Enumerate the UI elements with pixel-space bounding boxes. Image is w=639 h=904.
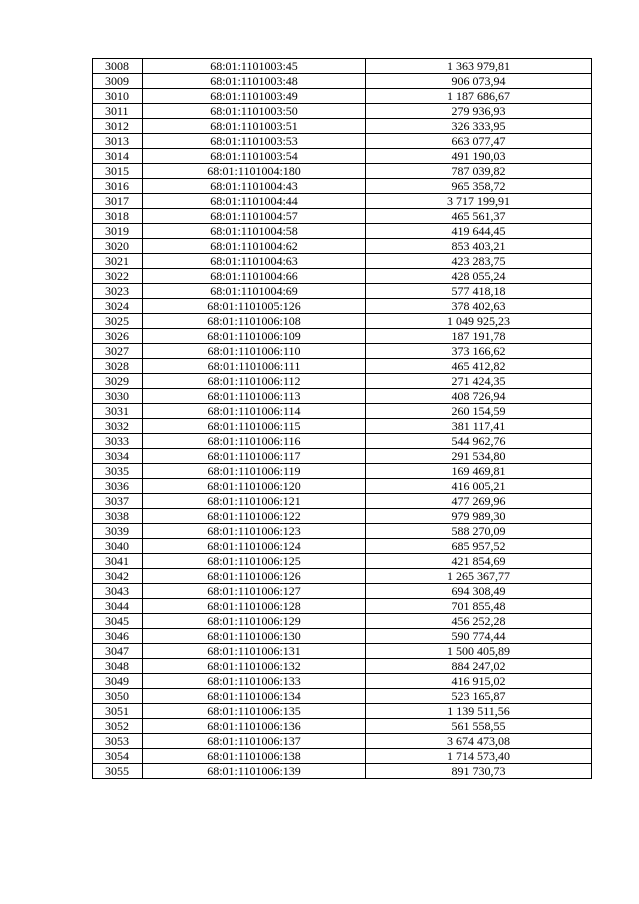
row-number-cell: 3017 (93, 194, 143, 209)
cadastral-number-cell: 68:01:1101006:134 (143, 689, 366, 704)
cadastral-value-cell: 1 139 511,56 (366, 704, 592, 719)
table-row (93, 464, 592, 479)
cadastral-number-cell: 68:01:1101006:112 (143, 374, 366, 389)
row-number-cell: 3044 (93, 599, 143, 614)
cadastral-number-cell: 68:01:1101006:137 (143, 734, 366, 749)
table-row (93, 239, 592, 254)
cadastral-number-cell: 68:01:1101006:119 (143, 464, 366, 479)
cadastral-value-cell: 465 412,82 (366, 359, 592, 374)
table-row (93, 374, 592, 389)
table-row (93, 209, 592, 224)
row-number-cell: 3022 (93, 269, 143, 284)
cadastral-value-cell: 423 283,75 (366, 254, 592, 269)
table-row (93, 479, 592, 494)
cadastral-number-cell: 68:01:1101004:180 (143, 164, 366, 179)
table-row (93, 359, 592, 374)
row-number-cell: 3050 (93, 689, 143, 704)
cadastral-number-cell: 68:01:1101004:63 (143, 254, 366, 269)
row-number-cell: 3021 (93, 254, 143, 269)
table-row (93, 134, 592, 149)
table-row (93, 719, 592, 734)
cadastral-number-cell: 68:01:1101004:66 (143, 269, 366, 284)
cadastral-number-cell: 68:01:1101006:135 (143, 704, 366, 719)
cadastral-number-cell: 68:01:1101003:48 (143, 74, 366, 89)
cadastral-value-cell: 965 358,72 (366, 179, 592, 194)
cadastral-value-cell: 663 077,47 (366, 134, 592, 149)
cadastral-number-cell: 68:01:1101006:120 (143, 479, 366, 494)
cadastral-number-cell: 68:01:1101004:69 (143, 284, 366, 299)
row-number-cell: 3052 (93, 719, 143, 734)
cadastral-value-cell: 787 039,82 (366, 164, 592, 179)
cadastral-value-cell: 544 962,76 (366, 434, 592, 449)
table-row (93, 584, 592, 599)
table-body (93, 59, 592, 779)
cadastral-value-cell: 1 265 367,77 (366, 569, 592, 584)
cadastral-number-cell: 68:01:1101006:114 (143, 404, 366, 419)
cadastral-number-cell: 68:01:1101006:110 (143, 344, 366, 359)
table-row (93, 149, 592, 164)
cadastral-value-cell: 588 270,09 (366, 524, 592, 539)
cadastral-value-cell: 378 402,63 (366, 299, 592, 314)
cadastral-value-cell: 373 166,62 (366, 344, 592, 359)
cadastral-number-cell: 68:01:1101004:62 (143, 239, 366, 254)
row-number-cell: 3048 (93, 659, 143, 674)
row-number-cell: 3019 (93, 224, 143, 239)
table-row (93, 419, 592, 434)
table-row (93, 749, 592, 764)
cadastral-number-cell: 68:01:1101005:126 (143, 299, 366, 314)
cadastral-number-cell: 68:01:1101006:121 (143, 494, 366, 509)
table-row (93, 524, 592, 539)
row-number-cell: 3040 (93, 539, 143, 554)
cadastral-number-cell: 68:01:1101006:108 (143, 314, 366, 329)
cadastral-number-cell: 68:01:1101006:131 (143, 644, 366, 659)
table-row (93, 614, 592, 629)
cadastral-number-cell: 68:01:1101006:127 (143, 584, 366, 599)
row-number-cell: 3023 (93, 284, 143, 299)
cadastral-number-cell: 68:01:1101006:113 (143, 389, 366, 404)
cadastral-number-cell: 68:01:1101006:109 (143, 329, 366, 344)
cadastral-number-cell: 68:01:1101006:130 (143, 629, 366, 644)
table-row (93, 104, 592, 119)
row-number-cell: 3033 (93, 434, 143, 449)
table-row (93, 434, 592, 449)
row-number-cell: 3030 (93, 389, 143, 404)
row-number-cell: 3039 (93, 524, 143, 539)
cadastral-number-cell: 68:01:1101004:44 (143, 194, 366, 209)
cadastral-value-cell: 884 247,02 (366, 659, 592, 674)
cadastral-number-cell: 68:01:1101006:117 (143, 449, 366, 464)
cadastral-value-cell: 416 005,21 (366, 479, 592, 494)
table-row (93, 674, 592, 689)
table-row (93, 689, 592, 704)
row-number-cell: 3037 (93, 494, 143, 509)
row-number-cell: 3031 (93, 404, 143, 419)
table-row (93, 449, 592, 464)
table-row (93, 164, 592, 179)
cadastral-value-cell: 465 561,37 (366, 209, 592, 224)
row-number-cell: 3029 (93, 374, 143, 389)
cadastral-number-cell: 68:01:1101004:57 (143, 209, 366, 224)
cadastral-number-cell: 68:01:1101003:54 (143, 149, 366, 164)
row-number-cell: 3042 (93, 569, 143, 584)
row-number-cell: 3032 (93, 419, 143, 434)
row-number-cell: 3053 (93, 734, 143, 749)
table-row (93, 344, 592, 359)
table-row (93, 179, 592, 194)
cadastral-number-cell: 68:01:1101003:50 (143, 104, 366, 119)
row-number-cell: 3014 (93, 149, 143, 164)
row-number-cell: 3025 (93, 314, 143, 329)
cadastral-value-cell: 260 154,59 (366, 404, 592, 419)
row-number-cell: 3016 (93, 179, 143, 194)
cadastral-number-cell: 68:01:1101006:116 (143, 434, 366, 449)
table-row (93, 224, 592, 239)
row-number-cell: 3013 (93, 134, 143, 149)
row-number-cell: 3049 (93, 674, 143, 689)
table-row (93, 569, 592, 584)
row-number-cell: 3011 (93, 104, 143, 119)
cadastral-value-cell: 979 989,30 (366, 509, 592, 524)
cadastral-value-cell: 1 187 686,67 (366, 89, 592, 104)
cadastral-value-cell: 561 558,55 (366, 719, 592, 734)
cadastral-value-cell: 590 774,44 (366, 629, 592, 644)
row-number-cell: 3027 (93, 344, 143, 359)
cadastral-value-cell: 853 403,21 (366, 239, 592, 254)
row-number-cell: 3015 (93, 164, 143, 179)
cadastral-number-cell: 68:01:1101006:132 (143, 659, 366, 674)
cadastral-value-cell: 3 674 473,08 (366, 734, 592, 749)
cadastral-number-cell: 68:01:1101006:111 (143, 359, 366, 374)
row-number-cell: 3035 (93, 464, 143, 479)
row-number-cell: 3024 (93, 299, 143, 314)
table-row (93, 284, 592, 299)
cadastral-value-cell: 421 854,69 (366, 554, 592, 569)
cadastral-value-cell: 416 915,02 (366, 674, 592, 689)
cadastral-number-cell: 68:01:1101006:138 (143, 749, 366, 764)
table-row (93, 74, 592, 89)
cadastral-value-cell: 523 165,87 (366, 689, 592, 704)
table-row (93, 269, 592, 284)
cadastral-value-cell: 1 714 573,40 (366, 749, 592, 764)
row-number-cell: 3009 (93, 74, 143, 89)
cadastral-number-cell: 68:01:1101006:125 (143, 554, 366, 569)
row-number-cell: 3036 (93, 479, 143, 494)
cadastral-value-cell: 326 333,95 (366, 119, 592, 134)
cadastral-value-cell: 477 269,96 (366, 494, 592, 509)
cadastral-number-cell: 68:01:1101006:136 (143, 719, 366, 734)
table-row (93, 404, 592, 419)
cadastral-value-table (92, 58, 592, 779)
cadastral-number-cell: 68:01:1101006:123 (143, 524, 366, 539)
table-row (93, 119, 592, 134)
cadastral-number-cell: 68:01:1101006:126 (143, 569, 366, 584)
cadastral-number-cell: 68:01:1101003:49 (143, 89, 366, 104)
cadastral-value-cell: 456 252,28 (366, 614, 592, 629)
row-number-cell: 3054 (93, 749, 143, 764)
table-row (93, 554, 592, 569)
row-number-cell: 3046 (93, 629, 143, 644)
cadastral-value-cell: 271 424,35 (366, 374, 592, 389)
table-row (93, 314, 592, 329)
table-row (93, 659, 592, 674)
table-row (93, 329, 592, 344)
table-row (93, 734, 592, 749)
row-number-cell: 3038 (93, 509, 143, 524)
row-number-cell: 3020 (93, 239, 143, 254)
row-number-cell: 3045 (93, 614, 143, 629)
cadastral-value-cell: 577 418,18 (366, 284, 592, 299)
table-row (93, 509, 592, 524)
row-number-cell: 3051 (93, 704, 143, 719)
cadastral-number-cell: 68:01:1101006:115 (143, 419, 366, 434)
cadastral-number-cell: 68:01:1101004:58 (143, 224, 366, 239)
cadastral-value-cell: 381 117,41 (366, 419, 592, 434)
cadastral-value-cell: 906 073,94 (366, 74, 592, 89)
cadastral-value-cell: 187 191,78 (366, 329, 592, 344)
cadastral-value-cell: 1 500 405,89 (366, 644, 592, 659)
cadastral-number-cell: 68:01:1101003:53 (143, 134, 366, 149)
table-row (93, 494, 592, 509)
cadastral-value-cell: 408 726,94 (366, 389, 592, 404)
row-number-cell: 3010 (93, 89, 143, 104)
cadastral-number-cell: 68:01:1101004:43 (143, 179, 366, 194)
cadastral-value-cell: 685 957,52 (366, 539, 592, 554)
cadastral-number-cell: 68:01:1101006:128 (143, 599, 366, 614)
row-number-cell: 3055 (93, 764, 143, 779)
row-number-cell: 3018 (93, 209, 143, 224)
cadastral-value-cell: 3 717 199,91 (366, 194, 592, 209)
table-row (93, 539, 592, 554)
table-row (93, 89, 592, 104)
row-number-cell: 3028 (93, 359, 143, 374)
cadastral-number-cell: 68:01:1101006:139 (143, 764, 366, 779)
cadastral-number-cell: 68:01:1101006:124 (143, 539, 366, 554)
cadastral-value-cell: 291 534,80 (366, 449, 592, 464)
table-row (93, 704, 592, 719)
cadastral-number-cell: 68:01:1101006:122 (143, 509, 366, 524)
cadastral-number-cell: 68:01:1101006:133 (143, 674, 366, 689)
table-row (93, 389, 592, 404)
row-number-cell: 3008 (93, 59, 143, 74)
row-number-cell: 3026 (93, 329, 143, 344)
cadastral-value-cell: 169 469,81 (366, 464, 592, 479)
cadastral-value-cell: 1 363 979,81 (366, 59, 592, 74)
cadastral-number-cell: 68:01:1101003:51 (143, 119, 366, 134)
cadastral-value-cell: 428 055,24 (366, 269, 592, 284)
row-number-cell: 3041 (93, 554, 143, 569)
table-row (93, 629, 592, 644)
table-row (93, 644, 592, 659)
table-row (93, 764, 592, 779)
table-row (93, 59, 592, 74)
cadastral-value-cell: 701 855,48 (366, 599, 592, 614)
row-number-cell: 3043 (93, 584, 143, 599)
table-row (93, 254, 592, 269)
row-number-cell: 3034 (93, 449, 143, 464)
cadastral-value-cell: 891 730,73 (366, 764, 592, 779)
cadastral-value-cell: 491 190,03 (366, 149, 592, 164)
row-number-cell: 3012 (93, 119, 143, 134)
cadastral-value-cell: 694 308,49 (366, 584, 592, 599)
cadastral-value-cell: 1 049 925,23 (366, 314, 592, 329)
cadastral-value-cell: 419 644,45 (366, 224, 592, 239)
cadastral-number-cell: 68:01:1101003:45 (143, 59, 366, 74)
cadastral-number-cell: 68:01:1101006:129 (143, 614, 366, 629)
table-row (93, 194, 592, 209)
cadastral-value-cell: 279 936,93 (366, 104, 592, 119)
row-number-cell: 3047 (93, 644, 143, 659)
table-row (93, 299, 592, 314)
table-row (93, 599, 592, 614)
